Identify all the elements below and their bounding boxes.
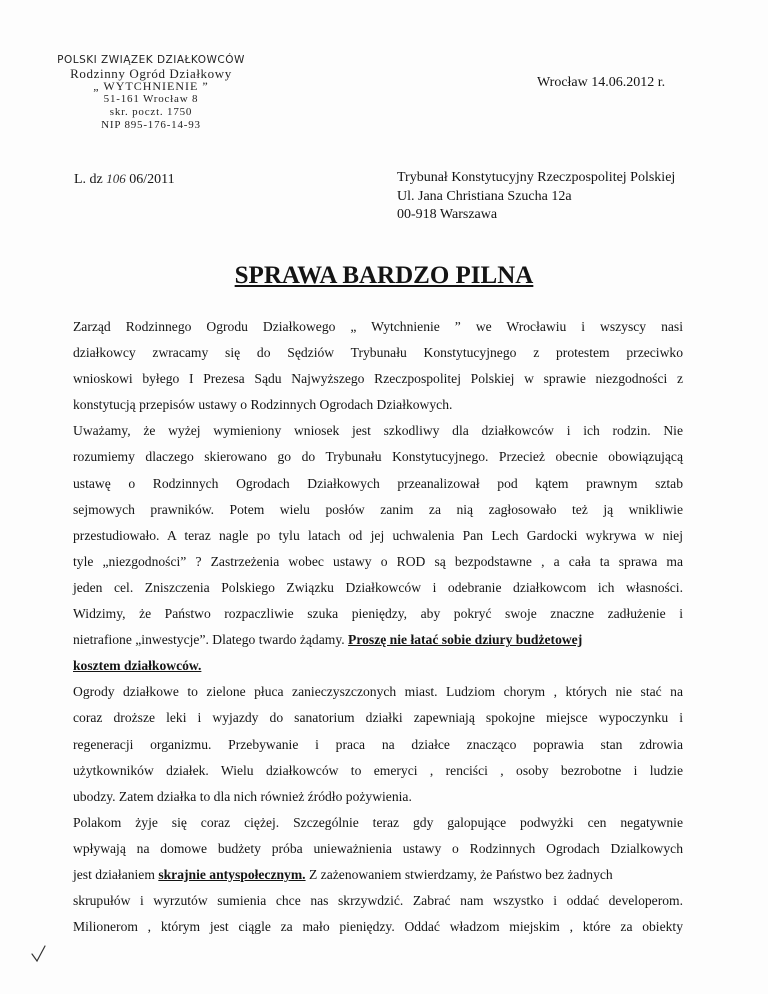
- body-line: tyle „niezgodności” ? Zastrzeżenia wobec ustawy o ROD są bezpodstawne , a cała ta sprawa ma: [73, 553, 683, 569]
- stamp-line: NIP 895-176-14-93: [101, 119, 201, 131]
- body-line: konstytucją przepisów ustawy o Rodzinnych Ogrodach Działkowych.: [73, 397, 453, 413]
- body-line: jeden cel. Zniszczenia Polskiego Związku Działkowców i odebranie działkowcom ich własności.: [73, 579, 683, 595]
- body-line: Zarząd Rodzinnego Ogrodu Działkowego „ Wytchnienie ” we Wrocławiu i wszyscy nasi: [73, 319, 683, 334]
- handwritten-check-icon: [30, 944, 48, 964]
- stamp-line: skr. poczt. 1750: [109, 106, 193, 118]
- reference-suffix: 06/2011: [125, 172, 175, 187]
- recipient-address: [397, 169, 675, 225]
- body-line: przestudiowało. A teraz nagle po tylu latach od jej uchwalenia Pan Lech Gardocki wykrywa w niej: [73, 527, 683, 543]
- body-text-segment: jest działaniem: [73, 866, 159, 882]
- body-line: [73, 862, 683, 888]
- stamp-line: „ WYTCHNIENIE ”: [93, 79, 209, 93]
- letter-title: SPRAWA BARDZO PILNA: [234, 262, 534, 289]
- body-line: Milionerom , którym jest ciągle za mało pieniędzy. Oddać władzom miejskim , które za obiekty: [73, 919, 683, 935]
- stamp-line: Rodzinny Ogród Działkowy: [70, 66, 232, 81]
- body-line: [73, 627, 683, 653]
- body-line: [73, 653, 683, 679]
- reference-number: [74, 171, 175, 188]
- body-line: rozumiemy dlaczego skierowano go do Trybunału Konstytucyjnego. Przecież obecnie obowiązującą: [73, 449, 683, 465]
- emphasized-demand: kosztem działkowców.: [73, 658, 202, 674]
- recipient-line: Ul. Jana Christiana Szucha 12a: [397, 188, 572, 204]
- emphasized-phrase: skrajnie antyspołecznym.: [158, 866, 306, 882]
- recipient-line: 00-918 Warszawa: [397, 207, 498, 222]
- body-text-segment: nietrafione „inwestycje”. Dlatego twardo żądamy.: [73, 632, 349, 648]
- body-line: sejmowych prawników. Potem wielu posłów zanim za nią zagłosowało też ją wnikliwie: [73, 501, 683, 517]
- body-line: Ogrody działkowe to zielone płuca zanieczyszczonych miast. Ludziom chorym , których nie stać na: [73, 684, 683, 700]
- body-line: regeneracji organizmu. Przebywanie i praca na działce znacząco poprawia stan zdrowia: [73, 736, 683, 752]
- body-line: ustawę o Rodzinnych Ogrodach Działkowych przeanalizował pod kątem prawnym sztab: [73, 475, 683, 491]
- body-line: użytkowników działek. Wielu działkowców to emeryci , renciści , osoby bezrobotne i ludzie: [73, 762, 683, 778]
- body-line: wpływają na domowe budżety próba unieważnienia ustawy o Rodzinnych Ogrodach Dzialkowych: [73, 840, 683, 856]
- body-line: skrupułów i wyrzutów sumienia chce nas skrzywdzić. Zabrać nam wszystko i oddać developerom.: [73, 893, 683, 909]
- body-text-segment: Z zażenowaniem stwierdzamy, że Państwo bez żadnych: [305, 866, 613, 882]
- body-line: Uważamy, że wyżej wymieniony wniosek jest szkodliwy dla działkowców i ich rodzin. Nie: [73, 423, 683, 439]
- emphasized-demand: Proszę nie łatać sobie dziury budżetowej: [348, 632, 583, 648]
- body-line: wnioskowi byłego I Prezesa Sądu Najwyższego Rzeczpospolitej Polskiej w sprawie niezgodności z: [73, 371, 683, 387]
- letter-date: Wrocław 14.06.2012 r.: [537, 75, 666, 90]
- letter-body: [73, 314, 683, 940]
- recipient-line: Trybunał Konstytucyjny Rzeczpospolitej Polskiej: [397, 170, 676, 185]
- stamp-line: 51-161 Wrocław 8: [103, 93, 199, 105]
- reference-prefix: L. dz: [74, 172, 103, 187]
- body-line: coraz droższe leki i wyjazdy do sanatorium działki zapewniają spokojne miejsce wypoczynku i: [73, 710, 683, 726]
- body-line: Polakom żyje się coraz ciężej. Szczególnie teraz gdy galopujące podwyżki cen negatywnie: [73, 814, 683, 830]
- body-line: Widzimy, że Państwo rozpaczliwie szuka pieniędzy, aby pokryć swoje znaczne zadłużenie i: [73, 606, 683, 622]
- body-line: działkowcy zwracamy się do Sędziów Trybunału Konstytucyjnego z protestem przeciwko: [73, 345, 683, 361]
- stamp-line: POLSKI ZWIĄZEK DZIAŁKOWCÓW: [57, 54, 245, 66]
- reference-handwritten-number: 106: [106, 171, 126, 186]
- sender-stamp: [36, 54, 266, 132]
- body-line: ubodzy. Zatem działka to dla nich również źródło pożywienia.: [73, 788, 412, 804]
